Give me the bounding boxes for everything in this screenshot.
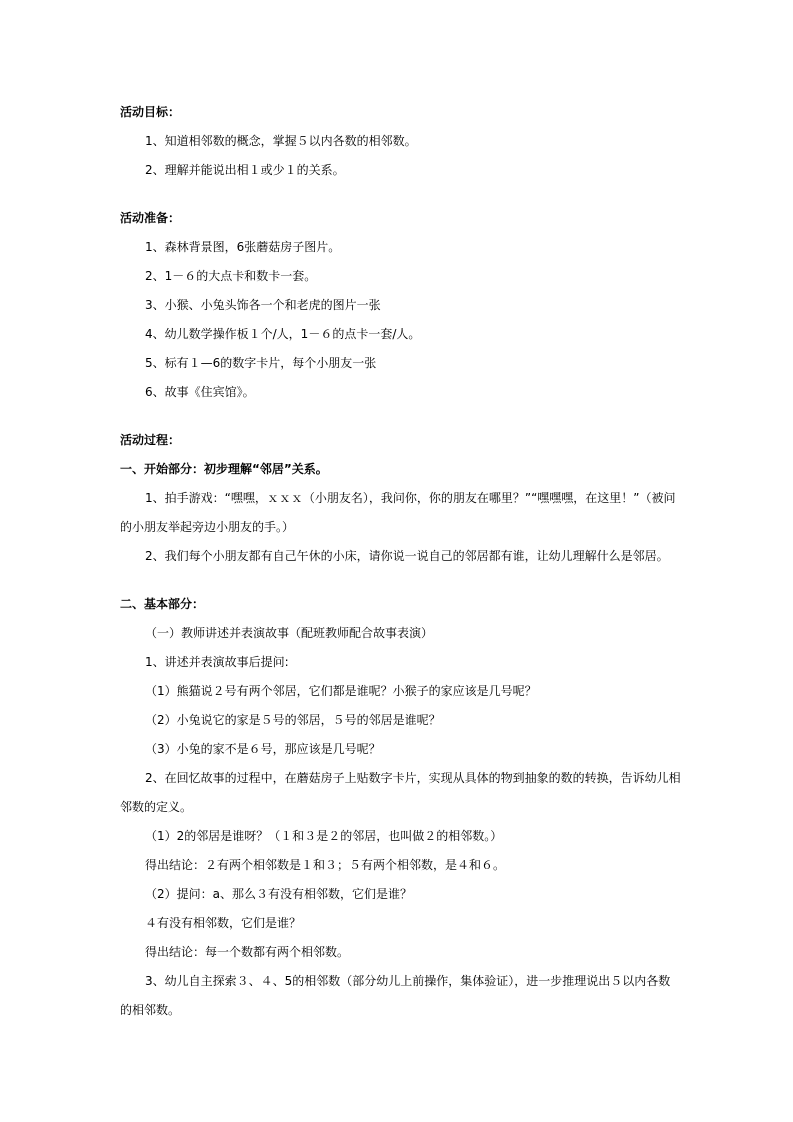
part1-item1-line2: 的小朋友举起旁边小朋友的手。） <box>120 520 295 534</box>
part2-conclusion2: 得出结论：每一个数都有两个相邻数。 <box>145 945 350 959</box>
part2-step3-line2: 的相邻数。 <box>120 1003 181 1017</box>
part2-q1: （1）熊猫说２号有两个邻居，它们都是谁呢？小猴子的家应该是几号呢？ <box>145 684 537 698</box>
goal-heading: 活动目标： <box>120 105 181 119</box>
part1-item2: 2、我们每个小朋友都有自己午休的小床，请你说一说自己的邻居都有谁，让幼儿理解什么是邻居。 <box>145 549 669 563</box>
prep-item-5: 5、标有１—6的数字卡片，每个小朋友一张 <box>145 356 377 370</box>
part1-item1-line1: 1、拍手游戏：“嘿嘿，ｘｘｘ（小朋友名），我问你，你的朋友在哪里？”“嘿嘿嘿，在这里！”（被问 <box>145 491 676 505</box>
part2-conclusion1: 得出结论：２有两个相邻数是１和３；５有两个相邻数，是４和６。 <box>145 858 506 872</box>
part2-q2: （2）小兔说它的家是５号的邻居，５号的邻居是谁呢？ <box>145 713 441 727</box>
prep-item-6: 6、故事《住宾馆》。 <box>145 385 255 399</box>
process-heading: 活动过程： <box>120 433 181 447</box>
part2-step1: 1、讲述并表演故事后提问: <box>145 655 289 669</box>
part2-q4: （1）2的邻居是谁呀？（１和３是２的邻居，也叫做２的相邻数。） <box>145 829 503 843</box>
prep-item-1: 1、森林背景图，6张蘑菇房子图片。 <box>145 240 341 254</box>
part2-q6: ４有没有相邻数，它们是谁？ <box>145 916 302 930</box>
prep-item-3: 3、小猴、小兔头饰各一个和老虎的图片一张 <box>145 298 381 312</box>
prep-item-4: 4、幼儿数学操作板１个/人，1－６的点卡一套/人。 <box>145 327 421 341</box>
goal-item-1: 1、知道相邻数的概念，掌握５以内各数的相邻数。 <box>145 134 417 148</box>
part2-step2-line2: 邻数的定义。 <box>120 800 193 814</box>
part2-sub1: （一）教师讲述并表演故事（配班教师配合故事表演） <box>145 626 434 640</box>
part2-heading: 二、基本部分： <box>120 597 205 611</box>
prep-item-2: 2、1－６的大点卡和数卡一套。 <box>145 269 317 283</box>
part1-heading: 一、开始部分：初步理解“邻居”关系。 <box>120 462 328 476</box>
part2-step3-line1: 3、幼儿自主探索３、４、5的相邻数（部分幼儿上前操作，集体验证），进一步推理说出５以内各数 <box>145 974 671 988</box>
prep-heading: 活动准备： <box>120 211 181 225</box>
part2-step2-line1: 2、在回忆故事的过程中，在蘑菇房子上贴数字卡片，实现从具体的物到抽象的数的转换，告诉幼儿相 <box>145 771 681 785</box>
part2-q5: （2）提问：a、那么３有没有相邻数，它们是谁？ <box>145 887 412 901</box>
goal-item-2: 2、理解并能说出相１或少１的关系。 <box>145 163 345 177</box>
part2-q3: （3）小兔的家不是６号，那应该是几号呢？ <box>145 742 381 756</box>
